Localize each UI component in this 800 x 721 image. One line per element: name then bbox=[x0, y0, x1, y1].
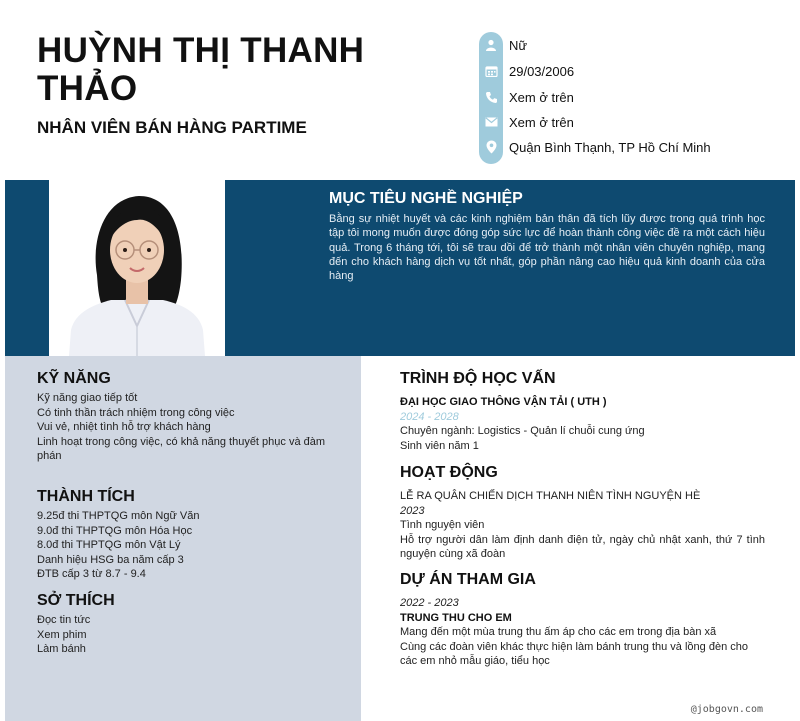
watermark: @jobgovn.com bbox=[690, 704, 763, 715]
education-title: TRÌNH ĐỘ HỌC VẤN bbox=[400, 370, 556, 387]
contact-gender bbox=[479, 34, 779, 56]
projects-title: DỰ ÁN THAM GIA bbox=[400, 571, 536, 588]
list-item: 9.0đ thi THPTQG môn Hóa Học bbox=[37, 524, 193, 537]
achievements-list bbox=[37, 509, 337, 582]
candidate-name: HUỲNH THỊ THANH THẢO bbox=[37, 31, 365, 108]
achievements-title: THÀNH TÍCH bbox=[37, 488, 135, 505]
location-icon bbox=[479, 136, 503, 158]
list-item: Có tinh thần trách nhiệm trong công việc bbox=[37, 406, 235, 419]
list-item: Làm bánh bbox=[37, 643, 86, 655]
skills-list bbox=[37, 391, 337, 464]
contact-address bbox=[479, 136, 779, 158]
list-item: Đọc tin tức bbox=[37, 614, 91, 626]
activities-block bbox=[400, 489, 765, 562]
activity-role: Tình nguyện viên bbox=[400, 519, 485, 531]
profile-photo bbox=[49, 180, 225, 356]
list-item: Danh hiệu HSG ba năm cấp 3 bbox=[37, 553, 184, 566]
contact-phone bbox=[479, 86, 779, 108]
project-name: TRUNG THU CHO EM bbox=[400, 611, 512, 624]
job-title: NHÂN VIÊN BÁN HÀNG PARTIME bbox=[37, 118, 307, 137]
activity-year: 2023 bbox=[400, 504, 425, 517]
objective-text: Bằng sự nhiệt huyết và các kinh nghiệm bản thân đã tích lũy được trong quá trình học tập tôi mong muốn được đóng góp sức lực để hoàn thành công việc đề ra một cách hiệu quả. Trong 6 tháng tới, tôi sẽ trau dồi để trở thành một nhân viên chuyên nghiệp, mang đến cho khách hàng dịch vụ tốt nhất, góp phần nâng cao hiệu quả kinh doanh của cửa hàng bbox=[329, 213, 765, 283]
calendar-icon bbox=[479, 60, 503, 82]
projects-block bbox=[400, 596, 765, 669]
list-item: Linh hoạt trong công việc, có khả năng thuyết phục và đàm phán bbox=[37, 435, 326, 462]
list-item: Vui vẻ, nhiệt tình hỗ trợ khách hàng bbox=[37, 421, 211, 433]
person-icon bbox=[479, 34, 503, 56]
mail-icon bbox=[479, 111, 503, 133]
project-line-2: Cùng các đoàn viên khác thực hiện làm bánh trung thu và lồng đèn cho các em nhỏ mẫu giáo, tiểu học bbox=[400, 640, 748, 667]
activity-description: Hỗ trợ người dân làm định danh điện tử, ngày chủ nhật xanh, thứ 7 tình nguyện cùng xã đoàn bbox=[400, 533, 765, 560]
list-item: 9.25đ thi THPTQG môn Ngữ Văn bbox=[37, 510, 200, 522]
education-year: Sinh viên năm 1 bbox=[400, 439, 479, 452]
phone-text: Xem ở trên bbox=[509, 89, 574, 105]
list-item: ĐTB cấp 3 từ 8.7 - 9.4 bbox=[37, 568, 146, 580]
address-text: Quận Bình Thạnh, TP Hồ Chí Minh bbox=[509, 139, 711, 155]
education-period: 2024 - 2028 bbox=[400, 410, 459, 423]
list-item: Xem phim bbox=[37, 628, 87, 641]
phone-icon bbox=[479, 86, 503, 108]
birthday-text: 29/03/2006 bbox=[509, 63, 575, 79]
project-line-1: Mang đến một mùa trung thu ấm áp cho các em trong địa bàn xã bbox=[400, 626, 717, 638]
list-item: 8.0đ thi THPTQG môn Vật Lý bbox=[37, 539, 181, 551]
hobbies-list bbox=[37, 613, 337, 657]
list-item: Kỹ năng giao tiếp tốt bbox=[37, 392, 138, 404]
project-period: 2022 - 2023 bbox=[400, 597, 459, 609]
activity-name: LỄ RA QUÂN CHIẾN DỊCH THANH NIÊN TÌNH NGUYỆN HÈ bbox=[400, 490, 701, 502]
objective-title: MỤC TIÊU NGHỀ NGHIỆP bbox=[329, 190, 523, 207]
school-name: ĐẠI HỌC GIAO THÔNG VẬN TẢI ( UTH ) bbox=[400, 396, 607, 408]
gender-text: Nữ bbox=[509, 37, 528, 53]
contact-birthday bbox=[479, 60, 779, 82]
education-major: Chuyên ngành: Logistics - Quản lí chuỗi cung ứng bbox=[400, 425, 645, 437]
education-block bbox=[400, 395, 765, 453]
contact-email bbox=[479, 111, 779, 133]
hobbies-title: SỞ THÍCH bbox=[37, 592, 115, 609]
activities-title: HOẠT ĐỘNG bbox=[400, 464, 498, 481]
email-text: Xem ở trên bbox=[509, 114, 574, 130]
skills-title: KỸ NĂNG bbox=[37, 370, 111, 387]
